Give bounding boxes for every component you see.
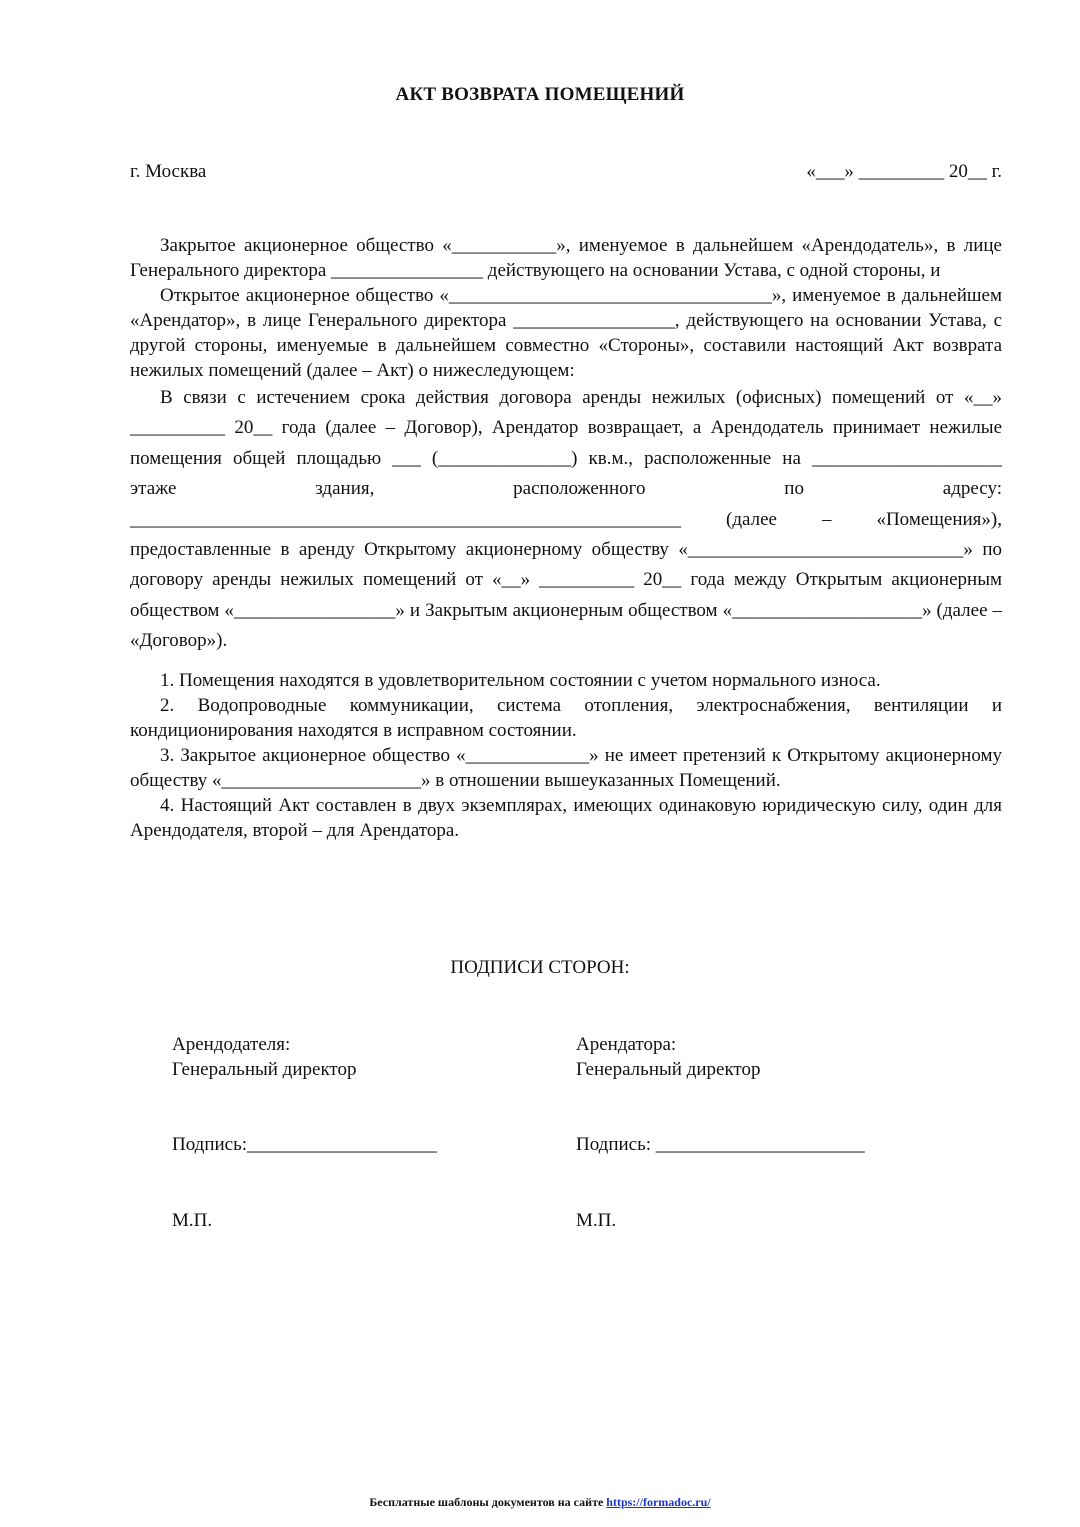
intro-paragraph-landlord: Закрытое акционерное общество «___________», именуемое в дальнейшем «Арендодатель», в лице Генерального директора ________________ действующего на основании Устава, с одной стороны, и (130, 235, 1002, 281)
tenant-party-block (576, 1032, 760, 1082)
tenant-party-label: Арендатора: (576, 1034, 677, 1055)
document-city: г. Москва (130, 161, 207, 182)
landlord-position: Генеральный директор (172, 1059, 357, 1080)
footer (0, 1495, 1080, 1510)
main-paragraph: В связи с истечением срока действия договора аренды нежилых (офисных) помещений от «__» __________ 20__ года (далее – Договор), Арендатор возвращает, а Арендодатель принимает нежилые помещения общей площадью ___ (______________) кв.м., расположенные на ____________________ этаже здания, расположенного по адресу: __________________________________________________________ (далее – «Помещения»), предоставленные в аренду Открытому акционерному обществу «_____________________________» по договору аренды нежилых помещений от «__» __________ 20__ года между Открытым акционерным обществом «_________________» и Закрытым акционерным обществом «____________________» (далее – «Договор»). (130, 387, 1002, 652)
document-date: «___» _________ 20__ г. (806, 161, 1002, 182)
landlord-signature-line: Подпись:____________________ (172, 1134, 438, 1155)
footer-link[interactable]: https://formadoc.ru/ (606, 1495, 711, 1509)
document-body (130, 233, 1002, 843)
signatures-heading: ПОДПИСИ СТОРОН: (450, 957, 630, 978)
intro-paragraph-tenant: Открытое акционерное общество «__________________________________», именуемое в дальнейшем «Арендатор», в лице Генерального директора _________________, действующего на основании Устава, с другой стороны, именуемые в дальнейшем совместно «Стороны», составили настоящий Акт возврата нежилых помещений (далее – Акт) о нижеследующем: (130, 285, 1002, 381)
landlord-party-label: Арендодателя: (172, 1034, 291, 1055)
point-2: 2. Водопроводные коммуникации, система отопления, электроснабжения, вентиляции и кондиционирования находятся в исправном состоянии. (130, 694, 1002, 741)
landlord-party-block (172, 1032, 356, 1082)
footer-text: Бесплатные шаблоны документов на сайте (369, 1495, 604, 1509)
tenant-stamp-label: М.П. (576, 1210, 617, 1231)
point-4: 4. Настоящий Акт составлен в двух экземплярах, имеющих одинаковую юридическую силу, один для Арендодателя, второй – для Арендатора. (130, 794, 1002, 841)
tenant-position: Генеральный директор (576, 1059, 761, 1080)
point-1: 1. Помещения находятся в удовлетворительном состоянии с учетом нормального износа. (160, 669, 881, 691)
document-title: АКТ ВОЗВРАТА ПОМЕЩЕНИЙ (395, 84, 685, 105)
point-3: 3. Закрытое акционерное общество «_____________» не имеет претензий к Открытому акционерному обществу «_____________________» в отношении вышеуказанных Помещений. (130, 744, 1002, 791)
landlord-stamp-label: М.П. (172, 1210, 213, 1231)
tenant-signature-line: Подпись: ______________________ (576, 1134, 865, 1155)
